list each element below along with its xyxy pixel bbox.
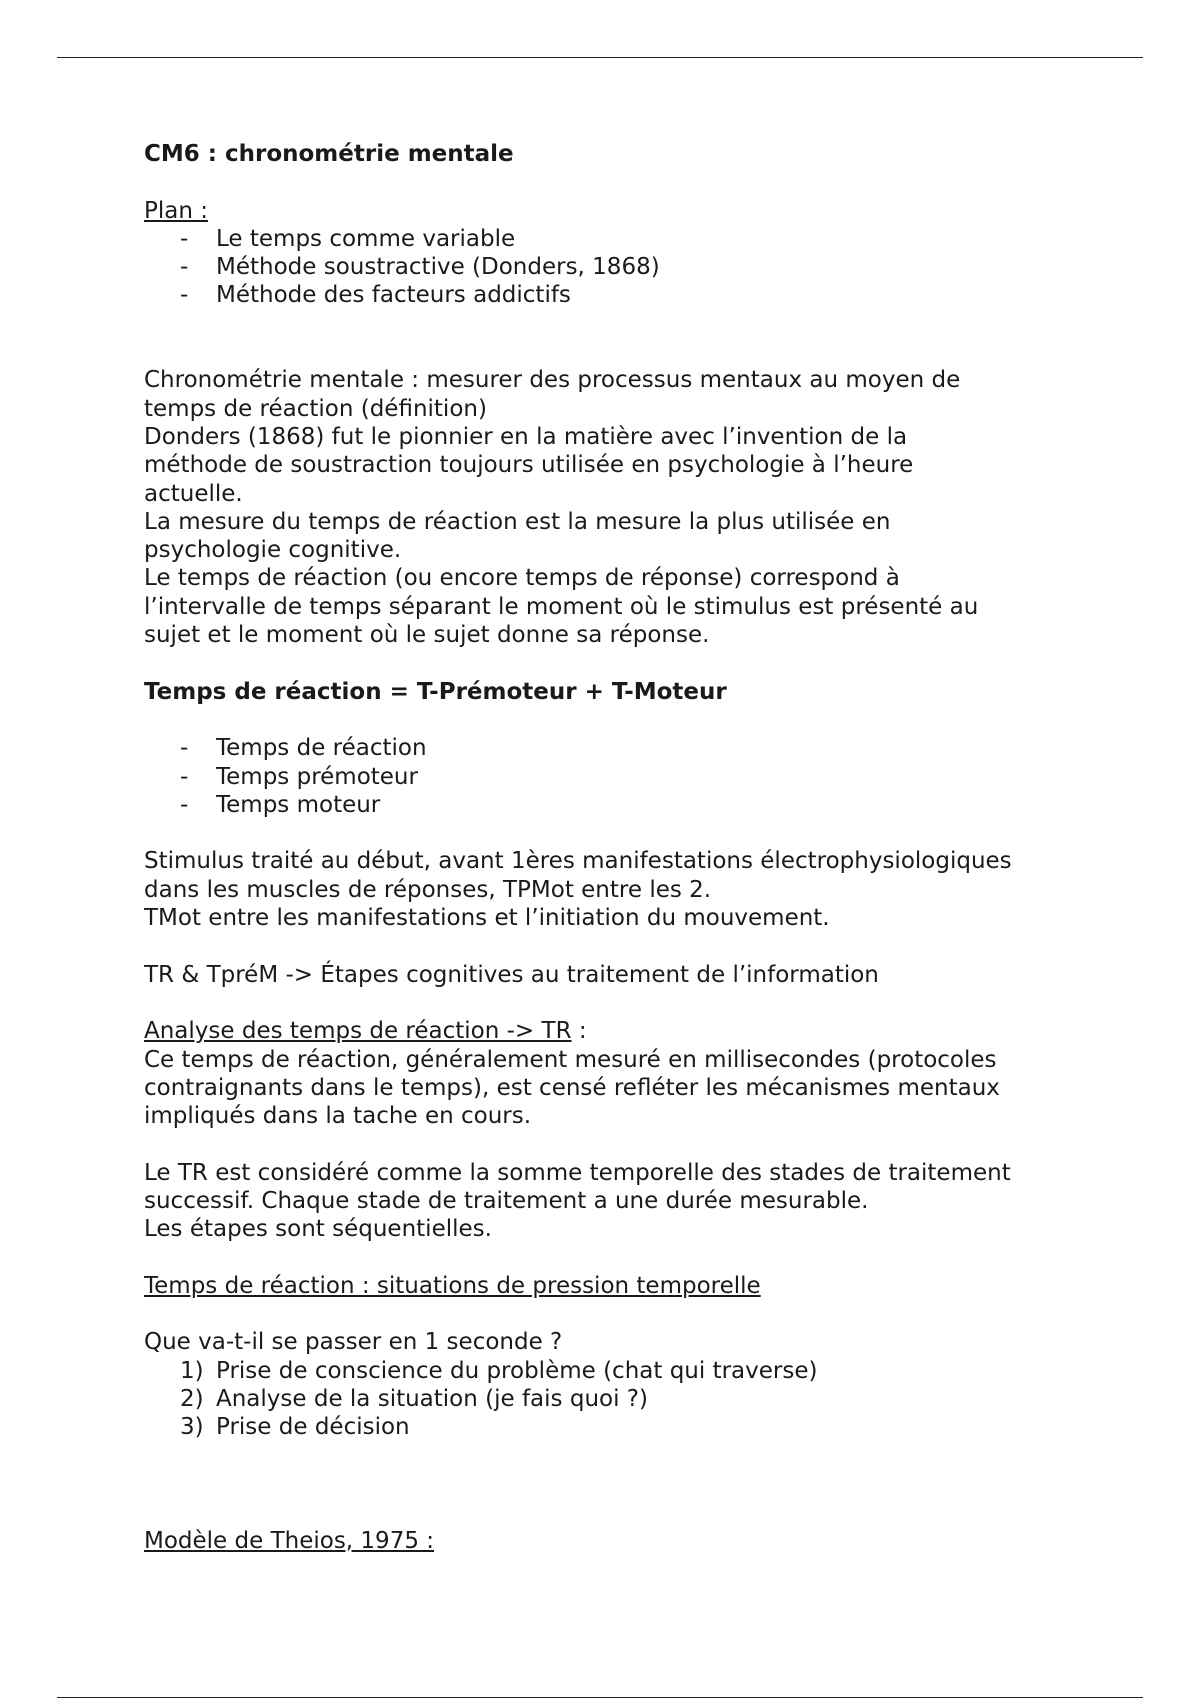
bottom-rule: [57, 1697, 1143, 1698]
bullet-dash: -: [180, 254, 189, 281]
analyse-line: impliqués dans la tache en cours.: [144, 1103, 532, 1130]
pression-heading: Temps de réaction : situations de pression temporelle: [144, 1272, 761, 1299]
bullet-dash: -: [180, 282, 189, 309]
formula-item: - Temps moteur: [144, 791, 1084, 819]
intro-line: Chronométrie mentale : mesurer des processus mentaux au moyen de: [144, 367, 961, 394]
stimulus-line: dans les muscles de réponses, TPMot entre les 2.: [144, 876, 712, 903]
step-item: 2) Analyse de la situation (je fais quoi ?): [180, 1386, 648, 1413]
intro-line: l’intervalle de temps séparant le moment où le stimulus est présenté au: [144, 593, 979, 620]
tr-line: TR & TpréM -> Étapes cognitives au traitement de l’information: [144, 961, 879, 988]
plan-heading: Plan :: [144, 197, 208, 224]
step-item: 3) Prise de décision: [180, 1414, 410, 1441]
intro-line: Donders (1868) fut le pionnier en la matière avec l’invention de la: [144, 423, 908, 450]
bullet-dash: -: [180, 225, 189, 252]
intro-line: actuelle.: [144, 480, 243, 507]
formula-item: - Temps prémoteur: [144, 763, 1084, 791]
modele-heading: Modèle de Theios, 1975 :: [144, 1527, 435, 1554]
top-rule: [57, 57, 1143, 58]
intro-line: temps de réaction (définition): [144, 395, 487, 422]
step-item: 1) Prise de conscience du problème (chat qui traverse): [180, 1357, 818, 1384]
plan-item: - Méthode soustractive (Donders, 1868): [144, 253, 1084, 281]
somme-line: successif. Chaque stade de traitement a une durée mesurable.: [144, 1187, 869, 1214]
intro-line: méthode de soustraction toujours utilisée en psychologie à l’heure: [144, 452, 914, 479]
plan-item: - Méthode des facteurs addictifs: [144, 281, 1084, 309]
analyse-line: contraignants dans le temps), est censé refléter les mécanismes mentaux: [144, 1074, 1000, 1101]
document-body: [144, 140, 1084, 1555]
question-line: Que va-t-il se passer en 1 seconde ?: [144, 1329, 563, 1356]
intro-line: psychologie cognitive.: [144, 537, 402, 564]
intro-line: La mesure du temps de réaction est la mesure la plus utilisée en: [144, 508, 891, 535]
bullet-dash: -: [180, 763, 189, 790]
bullet-dash: -: [180, 735, 189, 762]
stimulus-line: TMot entre les manifestations et l’initiation du mouvement.: [144, 905, 830, 932]
plan-item: - Le temps comme variable: [144, 225, 1084, 253]
stimulus-line: Stimulus traité au début, avant 1ères manifestations électrophysiologiques: [144, 848, 1012, 875]
formula-item: - Temps de réaction: [144, 734, 1084, 762]
analyse-line: Ce temps de réaction, généralement mesuré en millisecondes (protocoles: [144, 1046, 997, 1073]
somme-line: Le TR est considéré comme la somme temporelle des stades de traitement: [144, 1159, 1011, 1186]
bullet-dash: -: [180, 791, 189, 818]
analyse-heading: Analyse des temps de réaction -> TR :: [144, 1018, 587, 1045]
intro-line: sujet et le moment où le sujet donne sa réponse.: [144, 622, 710, 649]
document-title: CM6 : chronométrie mentale: [144, 141, 514, 167]
intro-line: Le temps de réaction (ou encore temps de réponse) correspond à: [144, 565, 900, 592]
somme-line: Les étapes sont séquentielles.: [144, 1216, 492, 1243]
formula-heading: Temps de réaction = T-Prémoteur + T-Moteur: [144, 678, 727, 705]
